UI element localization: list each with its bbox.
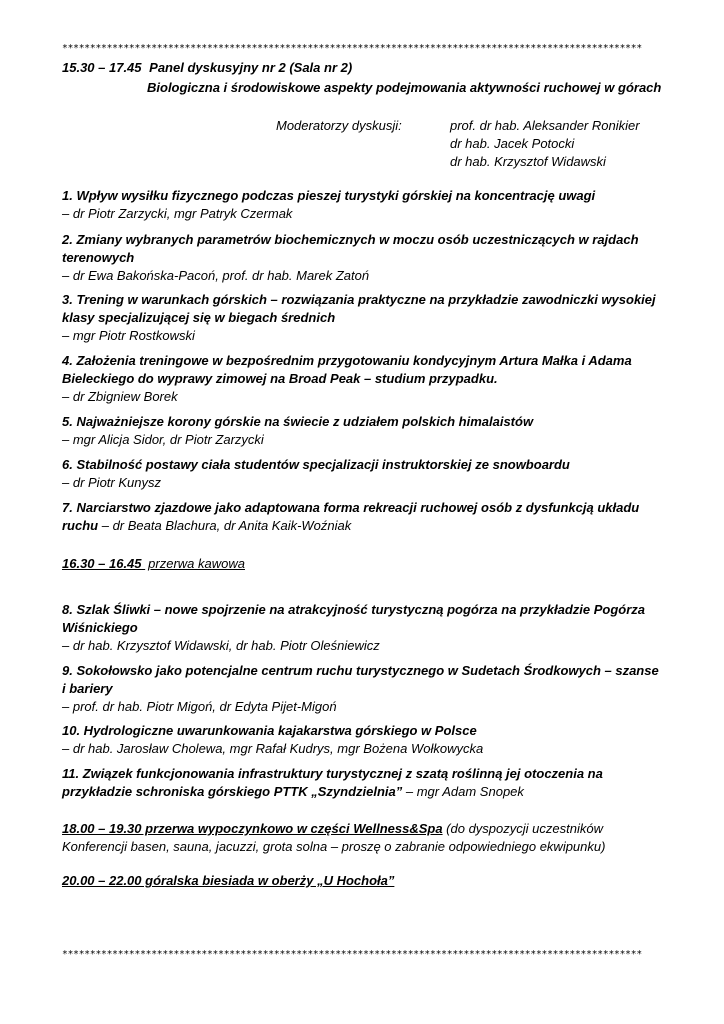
- item-title: 2. Zmiany wybranych parametrów biochemicznych w moczu osób uczestniczących w rajdach terenowych: [62, 232, 639, 265]
- item-authors: – prof. dr hab. Piotr Migoń, dr Edyta Pijet-Migoń: [62, 699, 337, 714]
- item-authors: – dr hab. Krzysztof Widawski, dr hab. Piotr Oleśniewicz: [62, 638, 380, 653]
- list-item-9: [62, 662, 662, 716]
- item-authors: – dr Piotr Kunysz: [62, 475, 161, 490]
- panel-time-range: 15.30 – 17.45: [62, 60, 142, 75]
- break-label: przerwa kawowa: [148, 556, 245, 571]
- item-title: 7. Narciarstwo zjazdowe jako adaptowana forma rekreacji ruchowej osób z dysfunkcją układu ruchu: [62, 500, 640, 533]
- list-item-11: [62, 765, 662, 801]
- panel-subtitle: Biologiczna i środowiskowe aspekty podejmowania aktywności ruchowej w górach: [147, 80, 662, 95]
- list-item-6: [62, 456, 662, 492]
- item-title: 10. Hydrologiczne uwarunkowania kajakarstwa górskiego w Polsce: [62, 723, 477, 738]
- panel-title: Panel dyskusyjny nr 2 (Sala nr 2): [149, 60, 353, 75]
- moderator-1: prof. dr hab. Aleksander Ronikier: [450, 118, 640, 133]
- moderators-label: Moderatorzy dyskusji:: [276, 118, 402, 133]
- list-item-4: [62, 352, 662, 406]
- separator-bottom: ********************************************************************************************************: [62, 949, 642, 960]
- item-title: 1. Wpływ wysiłku fizycznego podczas pieszej turystyki górskiej na koncentrację uwagi: [62, 188, 596, 203]
- list-item-5: [62, 413, 662, 449]
- item-title: 4. Założenia treningowe w bezpośrednim przygotowaniu kondycyjnym Artura Małka i Adama Bieleckiego do wyprawy zimowej na Broad Peak – studium przypadku.: [62, 353, 632, 386]
- item-title: 11. Związek funkcjonowania infrastruktury turystycznej z szatą roślinną jej otoczenia na przykładzie schroniska górskiego PTTK „Szyndzielnia”: [62, 766, 603, 799]
- coffee-break: [62, 555, 245, 573]
- panel-time: [62, 59, 352, 77]
- wellness-note: (do dyspozycji uczestników: [442, 821, 603, 836]
- separator-top: ********************************************************************************************************: [62, 43, 642, 54]
- item-authors: – dr Beata Blachura, dr Anita Kaik-Woźniak: [98, 518, 352, 533]
- list-item-2: [62, 231, 662, 285]
- item-authors: – dr Ewa Bakońska-Pacoń, prof. dr hab. Marek Zatoń: [62, 268, 370, 283]
- item-authors: – mgr Alicja Sidor, dr Piotr Zarzycki: [62, 432, 264, 447]
- item-authors: – dr hab. Jarosław Cholewa, mgr Rafał Kudrys, mgr Bożena Wołkowycka: [62, 741, 484, 756]
- break-time: 16.30 – 16.45: [62, 556, 142, 571]
- item-title: 5. Najważniejsze korony górskie na świecie z udziałem polskich himalaistów: [62, 414, 534, 429]
- list-item-1: [62, 187, 662, 223]
- moderator-2: dr hab. Jacek Potocki: [450, 136, 575, 151]
- list-item-10: [62, 722, 662, 758]
- item-title: 8. Szlak Śliwki – nowe spojrzenie na atrakcyjność turystyczną pogórza na przykładzie Pogórza Wiśnickiego: [62, 602, 646, 635]
- item-authors: – mgr Adam Snopek: [402, 784, 524, 799]
- item-authors: – dr Zbigniew Borek: [62, 389, 178, 404]
- wellness-title: 18.00 – 19.30 przerwa wypoczynkowo w części Wellness&Spa: [62, 821, 443, 836]
- item-title: 3. Trening w warunkach górskich – rozwiązania praktyczne na przykładzie zawodniczki wysokiej klasy specjalizującej się w biegach średnich: [62, 292, 656, 325]
- item-authors: – dr Piotr Zarzycki, mgr Patryk Czermak: [62, 206, 293, 221]
- list-item-8: [62, 601, 662, 655]
- item-authors: – mgr Piotr Rostkowski: [62, 328, 195, 343]
- list-item-7: [62, 499, 662, 535]
- wellness-block: [62, 820, 662, 856]
- list-item-3: [62, 291, 662, 345]
- moderator-3: dr hab. Krzysztof Widawski: [450, 154, 606, 169]
- evening-event: 20.00 – 22.00 góralska biesiada w oberży „U Hochoła”: [62, 873, 395, 888]
- wellness-note-cont: Konferencji basen, sauna, jacuzzi, grota solna – proszę o zabranie odpowiedniego ekwipunku): [62, 839, 606, 854]
- item-title: 6. Stabilność postawy ciała studentów specjalizacji instruktorskiej ze snowboardu: [62, 457, 570, 472]
- item-title: 9. Sokołowsko jako potencjalne centrum ruchu turystycznego w Sudetach Środkowych – szanse i bariery: [62, 663, 659, 696]
